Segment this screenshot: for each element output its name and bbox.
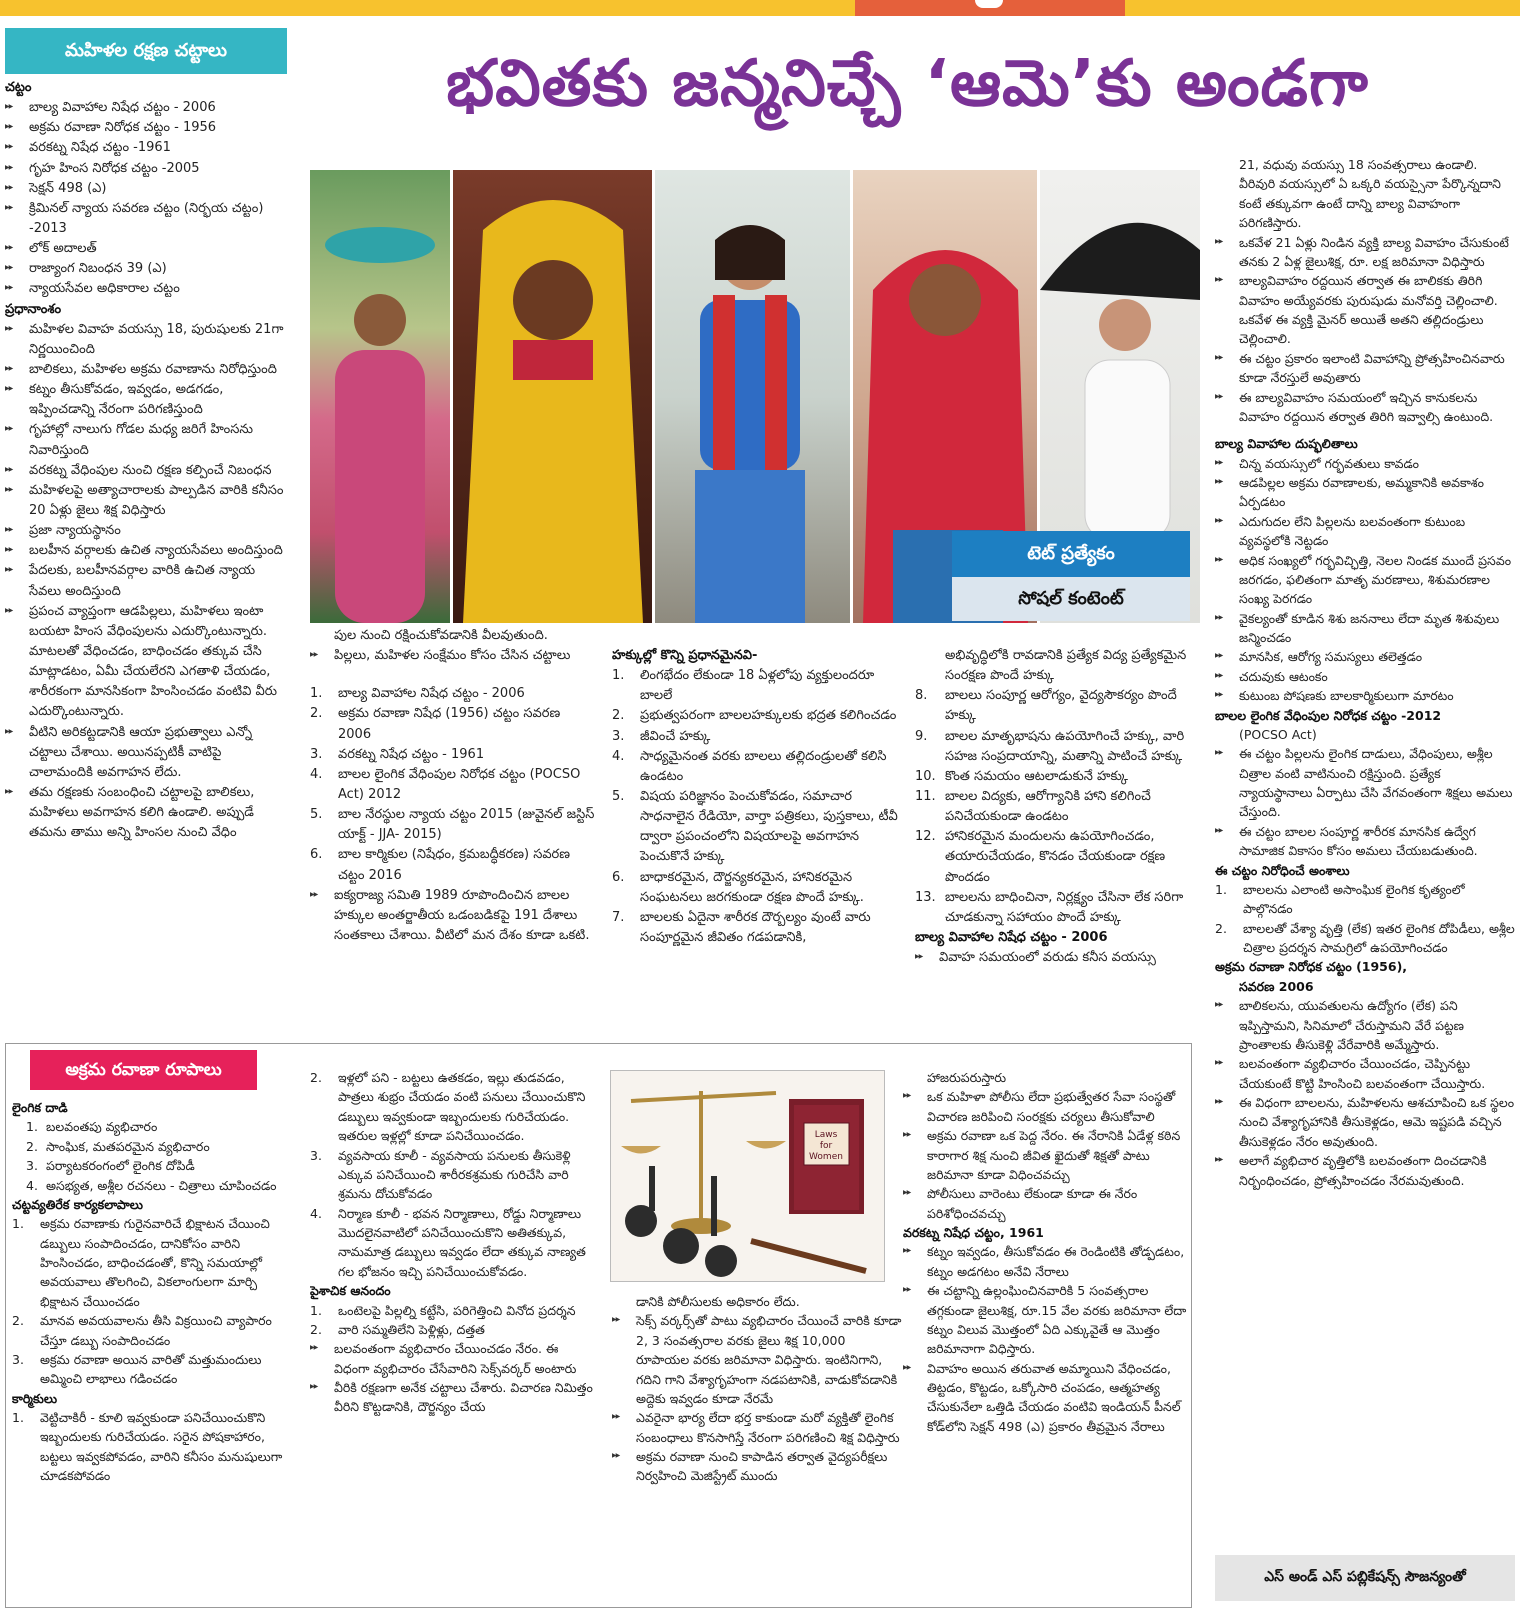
list-item: ▶▶ ప్రజా న్యాయస్థానం [5,521,287,541]
list-item [915,686,1200,726]
top-marker [975,0,1003,8]
headline: భవితకు జన్మనిచ్చే ‘ఆమె’కు అండగా [446,47,1369,121]
mid-column-3 [915,646,1200,1031]
marriage-rules-list [1215,233,1515,427]
list-item: ▶▶ వివాహ సమయంలో వరుడు కనీస వయస్సు [915,948,1200,968]
trafficking-act-subheading: సవరణ 2006 [1239,978,1314,994]
item-number: 2. [12,1313,24,1329]
photo-woman-basket-figure [310,170,450,623]
item-number: 10. [915,768,936,784]
list-item: ▶▶ మానసిక, ఆరోగ్య సమస్యలు తలెత్తడం [1215,647,1515,666]
item-number: 4. [310,1205,322,1221]
list-item: ▶▶ మహిళలపై అత్యాచారాలకు పాల్పడిన వారికి కనీసం 20 ఏళ్లు జైలు శిక్ష విధిస్తారు [5,481,287,521]
item-number: 3. [26,1158,38,1174]
list-item: ▶▶ బాలికలను, యువతులను ఉద్యోగం (లేక) పని ఇప్పిస్తామని, సినిమాలో చేరుస్తామని వేరే పట్టణ ప్రాంతాలకు తీసుకెళ్లి వేరేవారికి అమ్మేస్తారు. [1215,996,1515,1054]
list-item [12,1311,297,1350]
list-item: ▶▶ ఈ చట్టం పిల్లలను లైంగిక దాడులు, వేధింపులు, అశ్లీల చిత్రాల వంటి వాటినుంచి రక్షిస్తుంది. ప్రత్యేక న్యాయస్థానాలు ఏర్పాటు చేసి వేగవంతంగా శిక్షలు అమలు చేస్తుంది. [1215,744,1515,822]
book-title-line2: for [819,1141,833,1151]
list-item-text: బాలలను బాధించినా, నిర్లక్ష్యం చేసినా లేక సరిగా చూడకున్నా సహాయం పొందే హక్కు [945,889,1184,925]
item-number: 4. [26,1177,38,1193]
list-item: ▶▶ మహిళల వివాహ వయస్సు 18, పురుషులకు 21గా నిర్ణయించింది [5,320,287,360]
photo-woman-red-scarf [655,170,850,623]
un-bullet-list [310,886,597,946]
list-item-text: ప్రభుత్వపరంగా బాలలహక్కులకు భద్రత కలిగించడం [640,708,897,724]
list-item [310,704,597,744]
list-item [612,727,902,747]
list-item-text: సాంఘిక, మతపరమైన వ్యభిచారం [46,1138,210,1154]
list-item: ▶▶ సెక్స్ వర్కర్స్‌తో పాటు వ్యభిచారం చేయించే వారికి కూడా 2, 3 సంవత్సరాల వరకు జైలు శిక్ష 10,000 రూపాయల వరకు జరిమానా విధిస్తారు. ఇంటినిగాని, గదిని గాని వేశ్యాగృహంగా నడపటానికి, వాడుకోవడానికి అద్దెకు ఇవ్వడం కూడా నేరమే [612,1311,902,1408]
list-item [612,747,902,787]
points-heading: ప్రధానాంశం [5,301,62,317]
sadistic-pleasure-list [310,1301,597,1340]
list-item [1215,919,1515,958]
list-item-text: జీవించే హక్కు [640,728,711,744]
list-item-text: వెట్టిచాకిరీ - కూలి ఇవ్వకుండా పనిచేయించుకొని ఇబ్బందులకు గురిచేయడం. సరైన పోషకాహారం, బట్టలు ఇవ్వకపోవడం, వారిని కనీసం మనుషులుగా చూడకపోవడం [40,1410,283,1484]
list-item: ▶▶ వైకల్యంతో కూడిన శిశు జననాలు లేదా మృత శిశువులు జన్మించడం [1215,609,1515,648]
item-number: 2. [310,1321,322,1337]
item-number: 1. [26,1119,38,1135]
rights-list-continued [915,686,1200,928]
item-number: 9. [915,728,928,744]
item-number: 5. [612,788,625,804]
list-item: ▶▶ కట్నం ఇవ్వడం, తీసుకోవడం ఈ రెండింటికి తోడ్పడటం, కట్నం అడగటం అనేవి నేరాలు [903,1242,1188,1281]
list-item-text: బాలలను ఎలాంటి అసాంఘిక లైంగిక కృత్యంలో పాల్గొనడం [1243,881,1465,917]
list-item: ▶▶ అక్రమ రవాణా నుంచి కాపాడిన తర్వాత వైద్యపరీక్షలు నిర్వహించి మెజిస్ట్రేట్ ముందు [612,1447,902,1486]
list-item: ▶▶ గృహ హింస నిరోధక చట్టం -2005 [5,159,287,179]
spacer [310,666,597,684]
ill-effects-heading: బాల్య వివాహాల దుష్ఫలితాలు [1215,436,1358,452]
list-item: ▶▶ ఎవరైనా భార్య లేదా భర్త కాకుండా మరో వ్యక్తితో లైంగిక సంబంధాలు కొనసాగిస్తే నేరంగా పరిగణించి శిక్ష విధిస్తారు [612,1408,902,1447]
box-tag: అక్రమ రవాణా రూపాలు [30,1050,257,1090]
list-item [310,1068,597,1146]
item-number: 2. [1215,920,1227,936]
list-item [310,765,597,805]
section-tag: మహిళల రక్షణ చట్టాలు [5,28,287,74]
list-item-text: హానికరమైన మందులను ఉపయోగించడం, తయారుచేయడం, కొనడం చేయకుండా రక్షణ పొందడం [945,829,1166,885]
list-item [310,1204,597,1282]
list-item [612,787,902,868]
list-item-text: ఇళ్లలో పని - బట్టలు ఉతకడం, ఇల్లు తుడవడం, పాత్రలు శుభ్రం చేయడం వంటి పనులు చేయించుకొని డబ్బులు ఇవ్వకుండా ఇబ్బందులకు గురిచేయడం. ఇతరుల ఇళ్లల్లో కూడా పనిచేయించడం. [338,1070,586,1144]
list-item-text: వ్యవసాయ కూలీ - వ్యవసాయ పనులకు తీసుకెళ్లి ఎక్కువ పనిచేయించి శారీరకశ్రమకు గురిచేసి వారి శ్రమను దోచుకోవడం [338,1147,571,1202]
list-item-text: బాలల విద్యకు, ఆరోగ్యానికి హాని కలిగించే పనిచేయకుండా ఉండటం [945,788,1151,825]
list-item [12,1214,297,1311]
item-number: 1. [12,1216,24,1232]
list-item-text: కొంత సమయం ఆటలాడుకునే హక్కు [945,768,1128,784]
points-list [5,320,287,844]
item-number: 1. [12,1410,24,1425]
list-item: ▶▶ వరకట్న వేధింపుల నుంచి రక్షణ కల్పించే నిబంధన [5,461,287,481]
left-column [5,78,287,1033]
list-item-text: అక్రమ రవాణాకు గురైనవారిచే భిక్షాటన చేయించి డబ్బులు సంపాదించడం, దానికోసం వారిని హింసించడం, బాధించడంతో, కొన్ని సమయాల్లో అవయవాలు తొలగించి, వికలాంగులగా మార్చి భిక్షాటన చేయించడం [40,1216,270,1309]
list-item-text: అసభ్యత, అశ్లీల రచనలు - చిత్రాలు చూపించడం [46,1177,277,1193]
book-title-line1: Laws [814,1130,838,1140]
labour-list [12,1408,297,1486]
list-item [310,1320,597,1339]
prohibited-heading: ఈ చట్టం నిరోధించే అంశాలు [1215,862,1350,878]
item-number: 3. [310,1147,322,1163]
list-item: ▶▶ అక్రమ రవాణా నిరోధక చట్టం - 1956 [5,118,287,138]
item-number: 2. [612,708,625,724]
list-item [915,787,1200,827]
book-title-line3: Women [809,1152,843,1162]
list-item-text: అక్రమ రవాణా అయిన వారితో మత్తుమందులు అమ్మించి లాభాలు గడించడం [40,1351,262,1387]
list-item [915,727,1200,767]
sexual-assault-list [12,1117,297,1195]
ill-effects-list [1215,454,1515,706]
list-item-text: పర్యాటకరంగంలో లైంగిక దోపిడీ [46,1158,195,1174]
list-item: ▶▶ వీటిని అరికట్టడానికి ఆయా ప్రభుత్వాలు ఎన్నో చట్టాలు చేశాయి. అయినప్పటికీ వాటిపై చాలామందికి అవగాహన లేదు. [5,723,287,783]
item-number: 3. [612,728,625,744]
list-item: ▶▶ సెక్షన్ 498 (ఎ) [5,179,287,199]
list-item [310,745,597,765]
list-item: ▶▶ ఐక్యరాజ్య సమితి 1989 రూపొందించిన బాలల హక్కుల అంతర్జాతీయ ఒడంబడికపై 191 దేశాలు సంతకాలు చేశాయి. వీటిలో మన దేశం కూడా ఒకటి. [310,886,597,946]
list-item [310,845,597,885]
list-item: ▶▶ అధిక సంఖ్యలో గర్భవిచ్ఛిత్తి, నెలల నిండక ముందే ప్రసవం జరగడం, ఫలితంగా మాతృ మరణాలు, శిశుమరణాల సంఖ్య పెరగడం [1215,551,1515,609]
pocso-subheading: (POCSO Act) [1239,726,1317,742]
list-item: ▶▶ బలహీన వర్గాలకు ఉచిత న్యాయసేవలు అందిస్తుంది [5,541,287,561]
list-item: ▶▶ బాల్యవివాహం రద్దయిన తర్వాత ఈ బాలికకు తిరిగి వివాహం అయ్యేవరకు పురుషుడు మనోవర్తి చెల్లించాలి. ఒకవేళ ఈ వ్యక్తి మైనర్ అయితే అతని తల్లిదండ్రులు చెల్లించాలి. [1215,271,1515,349]
list-item: ▶▶ న్యాయసేవల అధికారాల చట్టం [5,279,287,299]
pocso-heading: బాలల లైంగిక వేధింపుల నిరోధక చట్టం -2012 [1215,707,1442,723]
list-item [612,868,902,908]
item-number: 13. [915,889,936,905]
list-item [310,805,597,845]
pocso-list [1215,744,1515,860]
photo-woman-red-scarf-figure [655,170,850,623]
rights-list [612,666,902,948]
sadistic-pleasure-heading: పైశాచిక ఆనందం [310,1283,391,1299]
trafficking-act-heading: అక్రమ రవాణా నిరోధక చట్టం (1956), [1215,959,1408,975]
list-item: ▶▶ తమ రక్షణకు సంబంధించి చట్టాలపై బాలికలు, మహిళలు అవగాహన కలిగి ఉండాలి. అప్పుడే తమను తాము అన్ని హింసల నుంచి వేధిం [5,783,287,843]
list-item [26,1117,297,1136]
list-item: ▶▶ పిల్లలు, మహిళల సంక్షేమం కోసం చేసిన చట్టాలు [310,646,597,666]
item-number: 2. [310,706,323,722]
publisher-credit: ఎస్ అండ్ ఎస్ పబ్లికేషన్స్ సౌజన్యంతో [1215,1555,1515,1601]
right-column [1215,155,1515,1550]
item-number: 6. [310,847,323,863]
list-item: ▶▶ బాలికలు, మహిళల అక్రమ రవాణాను నిరోధిస్తుంది [5,360,287,380]
list-item [26,1137,297,1156]
list-item [12,1408,297,1486]
list-item: ▶▶ లోక్ అదాలత్ [5,239,287,259]
list-item-text: బాలల మాతృభాషను ఉపయోగించే హక్కు, వారి సహజ సంప్రదాయాన్ని, మతాన్ని పాటించే హక్కు [945,728,1185,764]
list-item-text: మానవ అవయవాలను తీసి విక్రయించి వ్యాపారం చేస్తూ డబ్బు సంపాదించడం [40,1313,272,1348]
rights-heading: హక్కుల్లో కొన్ని ప్రధానమైనవి- [612,648,758,663]
punishment-list [612,1311,902,1485]
photo-woman-yellow-saree [453,170,653,623]
item-number: 4. [310,766,323,782]
list-item [612,666,902,706]
list-item: ▶▶ ఈ చట్టాన్ని ఉల్లంఘించినవారికి 5 సంవత్సరాల తగ్గకుండా జైలుశిక్ష, రూ.15 వేల వరకు జరిమానా లేదా కట్నం విలువ మొత్తంలో ఏది ఎక్కువైతే ఆ మొత్తం జరిమానాగా విధిస్తారు. [903,1281,1188,1359]
child-marriage-heading: బాల్య వివాహాల నిషేధ చట్టం - 2006 [915,929,1108,945]
mid-column-2 [612,646,902,1031]
item-number: 11. [915,788,936,804]
item-number: 3. [310,746,323,762]
laws-heading: చట్టం [5,80,32,95]
item-number: 2. [26,1138,38,1154]
list-item: ▶▶ వివాహం అయిన తరువాత అమ్మాయిని వేధించడం, తిట్టడం, కొట్టడం, ఒక్కోసారి చంపడం, ఆత్మహత్య చేసుకునేలా ఒత్తిడి చేయడం వంటివి ఇండియన్ పీనల్ కోడ్‌లోని సెక్షన్ 498 (ఎ) ప్రకారం తీవ్రమైన నేరాలు [903,1359,1188,1437]
labour-list-continued [310,1068,597,1281]
list-item-text: సాధ్యమైనంత వరకు బాలలు తల్లిదండ్రులతో కలిసి ఉండటం [640,748,887,784]
mid-column-1 [310,626,597,1031]
photo-woman-basket [310,170,450,623]
list-item: ▶▶ రాజ్యాంగ నిబంధన 39 (ఎ) [5,259,287,279]
list-item: ▶▶ బలవంతంగా వ్యభిచారం చేయించడం నేరం. ఈ విధంగా వ్యభిచారం చేసేవారిని సెక్స్‌వర్కర్ అంటారు [310,1339,597,1378]
item-number: 8. [915,688,928,704]
item-number: 3. [12,1351,24,1367]
list-item: ▶▶ ప్రపంచ వ్యాప్తంగా ఆడపిల్లలు, మహిళలు ఇంటా బయటా హింస వేధింపులను ఎదుర్కొంటున్నారు. మాటలతో వేధించడం, బాధించడం తక్కువ చేసి మాట్లాడటం, ఏమీ చేయలేరని ఎగతాళి చేయడం, శారీరకంగా మానసికంగా హింసించడం వంటివి వీరు ఎదుర్కొంటున్నారు. [5,602,287,723]
list-item: ▶▶ వీరికి రక్షణగా అనేక చట్టాలు చేశారు. విచారణ నిమిత్తం వీరిని కొట్టడానికి, దౌర్జన్యం చేయ [310,1378,597,1417]
list-item [310,684,597,704]
list-item [915,888,1200,928]
badge-tet-special: టెట్ ప్రత్యేకం [952,531,1190,577]
continued-text: పుల నుంచి రక్షించుకోవడానికి వీలవుతుంది. [334,628,548,643]
list-item [915,827,1200,887]
list-item: ▶▶ గృహాల్లో నాలుగు గోడల మధ్య జరిగే హింసను నివారిస్తుంది [5,420,287,460]
list-item: ▶▶ అక్రమ రవాణా ఒక పెద్ద నేరం. ఈ నేరానికి ఏడేళ్ల కఠిన కారాగార శిక్ష నుంచి జీవిత ఖైదుతో శిక్షతో పాటు జరిమానా కూడా విధించవచ్చు [903,1126,1188,1184]
list-item-text: బాల కార్మికుల (నిషేధం, క్రమబద్ధీకరణ) సవరణ చట్టం 2016 [338,847,571,883]
list-item: ▶▶ ఈ బాల్యవివాహం సమయంలో ఇచ్చిన కానుకలను వివాహం రద్దయిన తర్వాత తిరిగి ఇవ్వాల్సి ఉంటుంది. [1215,388,1515,427]
welfare-laws-list [310,684,597,885]
list-item: ▶▶ క్రిమినల్ న్యాయ సవరణ చట్టం (నిర్భయ చట్టం) -2013 [5,199,287,239]
list-item-text: బాల నేరస్థుల న్యాయ చట్టం 2015 (జువైనల్ జస్టిస్ యాక్ట్ - JJA- 2015) [338,807,595,843]
item-number: 5. [310,807,323,823]
list-item-text: విషయ పరిజ్ఞానం పెంచుకోవడం, సమాచార సాధనాలైన రేడియో, వార్తా పత్రికలు, పుస్తకాలు, టీవీ ద్వారా ప్రపంచంలోని విషయాలపై అవగాహన పెంచుకొనే హక్కు [640,788,898,865]
item-number: 1. [310,686,323,702]
badge-social-content: సోషల్ కంటెంట్ [952,577,1190,621]
list-item [612,706,902,726]
laws-for-women-illustration [610,1070,885,1282]
list-item: ▶▶ అలాగే వ్యభిచార వృత్తిలోకి బలవంతంగా దించడానికి నిర్బంధించడం, ప్రోత్సహించడం నేరమవుతుంది. [1215,1151,1515,1190]
box-column-1 [12,1098,297,1603]
list-item-text: బాలల లైంగిక వేధింపుల నిరోధక చట్టం (POCSO Act) 2012 [338,766,581,802]
list-item: ▶▶ కట్నం తీసుకోవడం, ఇవ్వడం, అడగడం, ఇప్పించడాన్ని నేరంగా పరిగణిస్తుంది [5,380,287,420]
dowry-act-heading: వరకట్న నిషేధ చట్టం, 1961 [903,1225,1044,1240]
list-item: ▶▶ ఆడపిల్లల అక్రమ రవాణాలకు, అమ్మకానికి అవకాశం ఏర్పడటం [1215,473,1515,512]
list-item: ▶▶ ఎదుగుదల లేని పిల్లలను బలవంతంగా కుటుంబ వ్యవస్థలోకి నెట్టడం [1215,512,1515,551]
item-number: 4. [612,748,625,764]
list-item [1215,880,1515,919]
welfare-bullet-list [310,646,597,666]
item-number: 12. [915,829,936,845]
prohibited-list [1215,880,1515,958]
list-item [310,1146,597,1204]
dowry-act-list [903,1242,1188,1436]
list-item-text: వారి సమ్మతిలేని పెళ్లిళ్లు, దత్తత [338,1321,485,1337]
list-item-text: నిర్మాణ కూలీ - భవన నిర్మాణాలు, రోడ్డు నిర్మాణాలు మొదలైనవాటిలో పనిచేయించుకొని అతితక్కువ, నామమాత్ర డబ్బులు ఇవ్వడం లేదా తక్కువ నాణ్యత గల భోజనం ఇచ్చి పనిచేయించుకోవడం. [338,1205,586,1279]
list-item: ▶▶ వరకట్న నిషేధ చట్టం -1961 [5,138,287,158]
list-item [26,1176,297,1195]
item-number: 7. [612,909,625,925]
list-item: ▶▶ బలవంతంగా వ్యభిచారం చేయించడం, చెప్పినట్టు చేయకుంటే కొట్టి హింసించి బలవంతంగా చేయిస్తారు. [1215,1054,1515,1093]
laws-list [5,98,287,299]
top-color-bar [0,0,1520,16]
item-number: 1. [1215,881,1227,897]
box-column-2 [310,1068,597,1603]
item-number: 1. [612,668,625,684]
child-marriage-bullet-list [915,948,1200,968]
list-item: ▶▶ పోలీసులు వారెంటు లేకుండా కూడా ఈ నేరం పరిశోధించవచ్చు [903,1184,1188,1223]
list-item-text: బాలలు సంపూర్ణ ఆరోగ్యం, వైద్యసౌకర్యం పొందే హక్కు [945,688,1177,724]
item-number: 2. [310,1070,322,1085]
list-item-text: వరకట్న నిషేధ చట్టం - 1961 [338,746,485,762]
list-item-text: బలవంతపు వ్యభిచారం [46,1119,158,1135]
list-item: ▶▶ చిన్న వయస్సులో గర్భవతులు కావడం [1215,454,1515,473]
list-item-text: బాలలకు ఏదైనా శారీరక దౌర్బల్యం వుంటే వారు సంపూర్ణమైన జీవితం గడపడానికి, [640,909,871,945]
rescue-list [903,1087,1188,1223]
box-column-4 [903,1068,1188,1603]
list-item-text: అక్రమ రవాణా నిషేధ (1956) చట్టం సవరణ 2006 [338,706,561,742]
list-item [26,1156,297,1175]
list-item: ▶▶ కుటుంబ పోషణకు బాలకార్మికులుగా మారటం [1215,686,1515,705]
box-column-3 [612,1292,902,1603]
trafficking-act-list [1215,996,1515,1190]
list-item [310,1301,597,1320]
item-number: 6. [612,869,625,885]
list-item [612,908,902,948]
continued-text: 21, వధువు వయస్సు 18 సంవత్సరాలు ఉండాలి. వీరివురి వయస్సులో ఏ ఒక్కరి వయస్సైనా పేర్కొన్నదాని కంటే తక్కువగా ఉంటే దాన్ని బాల్య వివాహంగా పరిగణిస్తారు. [1239,157,1501,231]
illegal-activities-heading: చట్టవ్యతిరేక కార్యకలాపాలు [12,1196,143,1212]
scales-and-book-image [611,1071,885,1282]
list-item-text: లింగభేదం లేకుండా 18 ఏళ్లలోపు వ్యక్తులందరూ బాలలే [640,668,875,704]
list-item: ▶▶ బాల్య వివాహాల నిషేధ చట్టం - 2006 [5,98,287,118]
list-item: ▶▶ చదువుకు ఆటంకం [1215,667,1515,686]
list-item: ▶▶ ఒక మహిళా పోలీసు లేదా ప్రభుత్వేతర సేవా సంస్థతో విచారణ జరిపించి సంరక్షకు చర్యలు తీసుకోవాలి [903,1087,1188,1126]
photo-woman-yellow-saree-figure [453,170,653,623]
list-item-text: బాధాకరమైన, దౌర్జన్యకరమైన, హానికరమైన సంఘటనలు జరగకుండా రక్షణ పొందే హక్కు. [640,869,864,905]
list-item: ▶▶ ఈ చట్టం బాలల సంపూర్ణ శారీరక మానసిక ఉద్వేగ సామాజిక వికాసం కోసం అమలు చేయబడుతుంది. [1215,822,1515,861]
list-item: ▶▶ ఒకవేళ 21 ఏళ్లు నిండిన వ్యక్తి బాల్య వివాహం చేసుకుంటే తనకు 2 ఏళ్ల జైలుశిక్ష, రూ. లక్ష జరిమానా విధిస్తారు [1215,233,1515,272]
labour-heading: కార్మికులు [12,1390,58,1406]
continued-text: డానికి పోలీసులకు అధికారం లేదు. [636,1294,800,1309]
list-item [12,1350,297,1389]
item-number: 1. [310,1302,322,1318]
list-item-text: ఒంటెలపై పిల్లల్ని కట్టేసి, పరిగెత్తించి వినోద ప్రదర్శన [338,1302,576,1318]
list-item: ▶▶ ఈ విధంగా బాలలను, మహిళలను ఆశచూపించి ఒక స్థలం నుంచి వేశ్యాగృహానికి తీసుకెళ్లడం, ఆమె ఇష్టపడి వచ్చిన తీసుకెళ్లడం నేరం అవుతుంది. [1215,1093,1515,1151]
list-item [915,767,1200,787]
sexual-assault-heading: లైంగిక దాడి [12,1100,68,1115]
list-item-text: బాల్య వివాహాల నిషేధ చట్టం - 2006 [338,686,525,702]
continued-text: హాజరుపరుస్తారు [927,1070,1007,1085]
list-item: ▶▶ పేదలకు, బలహీనవర్గాల వారికి ఉచిత న్యాయ సేవలు అందిస్తుంది [5,561,287,601]
list-item-text: బాలలతో వేశ్యా వృత్తి (లేక) ఇతర లైంగిక దోపిడీలు, అశ్లీల చిత్రాల ప్రదర్శన సామగ్రిలో ఉపయోగించడం [1243,920,1515,955]
sex-worker-list [310,1339,597,1417]
list-item: ▶▶ ఈ చట్టం ప్రకారం ఇలాంటి వివాహాన్ని ప్రోత్సహించినవారు కూడా నేరస్తులే అవుతారు [1215,349,1515,388]
illegal-activities-list [12,1214,297,1388]
continued-text: అభివృద్ధిలోకి రావడానికి ప్రత్యేక విద్య ప్రత్యేకమైన సంరక్షణ పొందే హక్కు [945,648,1187,684]
